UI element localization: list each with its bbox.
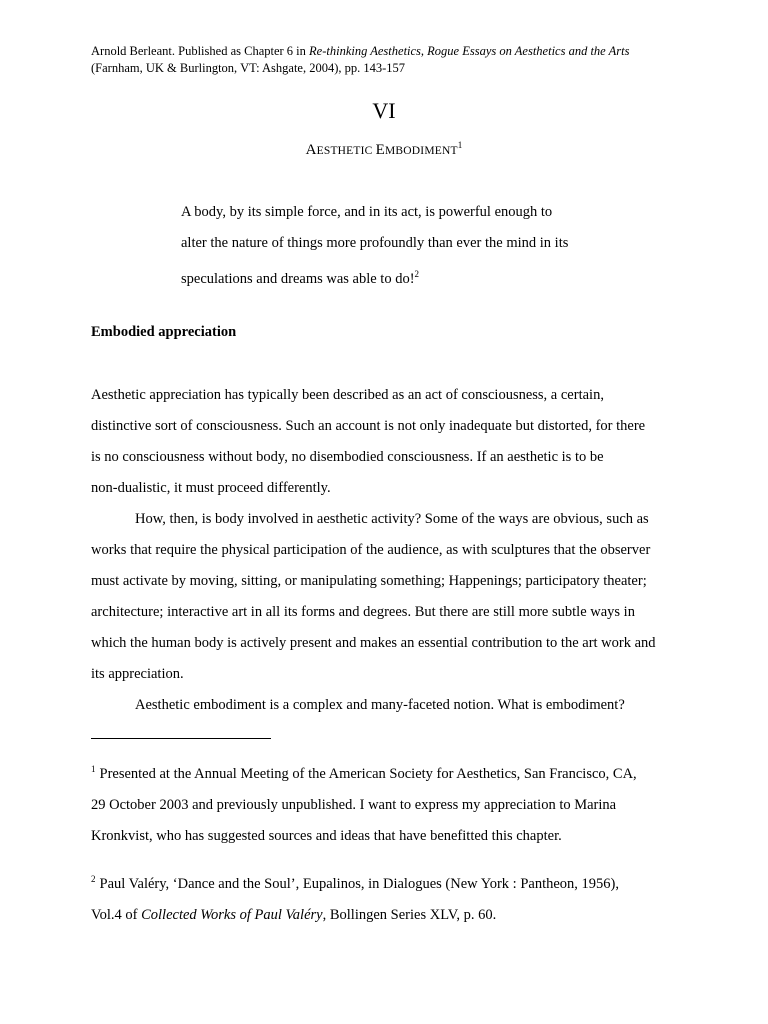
body-line: Aesthetic embodiment is a complex and many-faceted notion. What is embodiment? xyxy=(135,697,625,713)
footnote-1-text: Presented at the Annual Meeting of the American Society for Aesthetics, San Francisco, CA, xyxy=(99,766,637,782)
section-heading: Embodied appreciation xyxy=(91,324,237,340)
footnote-2-line xyxy=(91,900,711,931)
title-initial-2: E xyxy=(375,142,385,158)
epigraph-line: A body, by its simple force, and in its act, is powerful enough to xyxy=(181,204,553,220)
citation-header xyxy=(91,43,731,77)
epigraph-line: alter the nature of things more profoundly than ever the mind in its xyxy=(181,235,569,251)
footnote-1-line: 29 October 2003 and previously unpublished. I want to express my appreciation to Marina xyxy=(91,797,617,813)
citation-prefix: Arnold Berleant. Published as Chapter 6 in xyxy=(91,44,310,58)
body-line: non-dualistic, it must proceed differently. xyxy=(91,480,331,496)
chapter-title xyxy=(0,134,768,162)
footnote-divider xyxy=(91,738,271,739)
footnote-2-line xyxy=(91,864,711,900)
citation-line-1 xyxy=(91,43,731,60)
footnotes xyxy=(91,754,711,931)
body-line: its appreciation. xyxy=(91,666,184,682)
body-line: works that require the physical participation of the audience, as with sculptures that the observer xyxy=(91,542,651,558)
footnote-2-text: Paul Valéry, ‘Dance and the Soul’, Eupalinos, in Dialogues (New York : Pantheon, 1956), xyxy=(99,876,620,892)
footnote-1-line: Kronkvist, who has suggested sources and ideas that have benefitted this chapter. xyxy=(91,828,562,844)
body-line: distinctive sort of consciousness. Such an account is not only inadequate but distorted, for there xyxy=(91,418,646,434)
citation-book-title: Re-thinking Aesthetics, Rogue Essays on Aesthetics and the Arts xyxy=(309,44,630,58)
body-line: which the human body is actively present and makes an essential contribution to the art work and xyxy=(91,635,656,651)
chapter-number: VI xyxy=(372,98,396,123)
body-line: architecture; interactive art in all its forms and degrees. But there are still more subtle ways in xyxy=(91,604,635,620)
title-initial-1: A xyxy=(305,142,317,158)
title-rest-2: MBODIMENT xyxy=(384,145,458,157)
footnote-1-marker: 1 xyxy=(91,764,96,774)
body-line: Aesthetic appreciation has typically been described as an act of consciousness, a certain, xyxy=(91,387,604,403)
citation-line-2: (Farnham, UK & Burlington, VT: Ashgate, 2004), pp. 143-157 xyxy=(91,61,406,75)
footnote-2-work-title: Collected Works of Paul Valéry xyxy=(141,907,323,923)
body-paragraphs xyxy=(91,380,691,721)
title-footnote-ref[interactable]: 1 xyxy=(457,140,463,150)
footnote-2-marker: 2 xyxy=(91,874,96,884)
body-line: is no consciousness without body, no disembodied consciousness. If an aesthetic is to be xyxy=(91,449,604,465)
footnote-2-suffix: , Bollingen Series XLV, p. 60. xyxy=(322,907,497,923)
footnote-2-prefix: Vol.4 of xyxy=(91,907,142,923)
epigraph xyxy=(181,197,641,295)
footnote-1-line xyxy=(91,754,711,790)
body-line: How, then, is body involved in aesthetic activity? Some of the ways are obvious, such as xyxy=(135,511,649,527)
body-line: must activate by moving, sitting, or manipulating something; Happenings; participatory theater; xyxy=(91,573,647,589)
epigraph-line-text: speculations and dreams was able to do! xyxy=(181,271,415,287)
epigraph-footnote-ref[interactable]: 2 xyxy=(414,269,420,279)
title-rest-1: ESTHETIC xyxy=(316,145,376,157)
epigraph-line xyxy=(181,259,641,295)
